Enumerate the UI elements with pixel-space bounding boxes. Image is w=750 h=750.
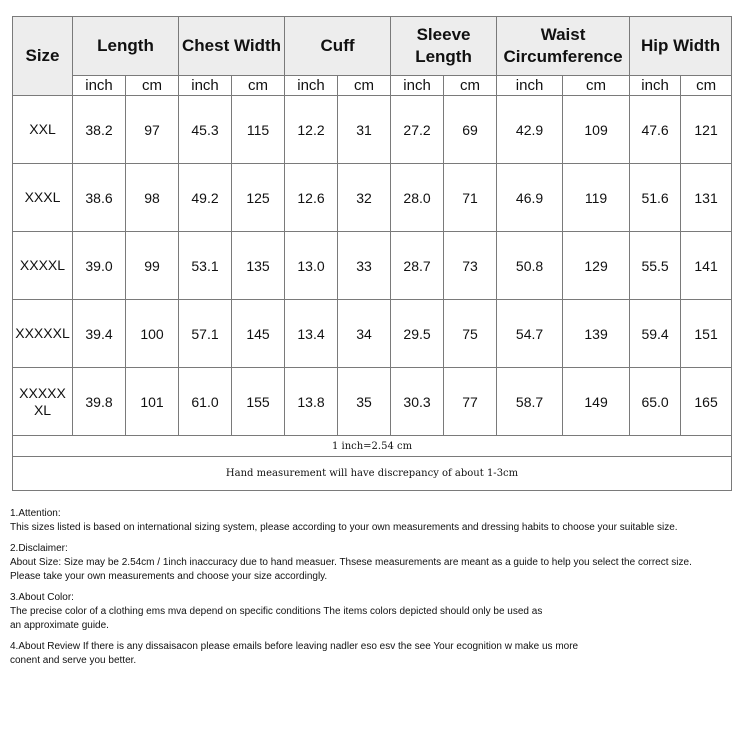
table-cell: 47.6 xyxy=(630,96,681,164)
notes-section xyxy=(10,507,745,675)
unit-cm: cm xyxy=(444,76,497,96)
table-cell: 39.0 xyxy=(73,232,126,300)
header-row xyxy=(13,17,732,76)
header-size: Size xyxy=(13,17,73,96)
conversion-row xyxy=(13,436,732,457)
table-cell: 38.2 xyxy=(73,96,126,164)
table-cell: 51.6 xyxy=(630,164,681,232)
note-line: This sizes listed is based on international sizing system, please according to your own measurements and dressing habits to choose your suitable size. xyxy=(10,522,678,533)
table-cell: 34 xyxy=(338,300,391,368)
unit-cm: cm xyxy=(232,76,285,96)
table-cell: 98 xyxy=(126,164,179,232)
note-line: 2.Disclaimer: xyxy=(10,543,68,554)
unit-inch: inch xyxy=(285,76,338,96)
table-cell: 125 xyxy=(232,164,285,232)
table-cell: 33 xyxy=(338,232,391,300)
table-cell: 121 xyxy=(681,96,732,164)
note-line: The precise color of a clothing ems mva depend on specific conditions The items colors depicted should only be used as xyxy=(10,606,543,617)
table-cell: 54.7 xyxy=(497,300,563,368)
size-label: XXXXXXL xyxy=(13,368,73,436)
note-color xyxy=(10,591,745,633)
table-cell: 61.0 xyxy=(179,368,232,436)
note-line: conent and serve you better. xyxy=(10,655,137,666)
table-cell: 31 xyxy=(338,96,391,164)
size-label: XXL xyxy=(13,96,73,164)
unit-inch: inch xyxy=(497,76,563,96)
conversion-note: 1 inch=2.54 cm xyxy=(13,436,732,457)
table-row xyxy=(13,164,732,232)
table-row xyxy=(13,368,732,436)
table-cell: 99 xyxy=(126,232,179,300)
table-body xyxy=(13,96,732,436)
table-cell: 13.4 xyxy=(285,300,338,368)
table-cell: 71 xyxy=(444,164,497,232)
note-line: Please take your own measurements and choose your size accordingly. xyxy=(10,571,328,582)
table-cell: 129 xyxy=(563,232,630,300)
note-line: About Size: Size may be 2.54cm / 1inch inaccuracy due to hand measuer. Thsese measurements are meant as a guide to help you select the correct size. xyxy=(10,557,692,568)
header-hip-width: Hip Width xyxy=(630,17,732,76)
table-cell: 139 xyxy=(563,300,630,368)
table-cell: 27.2 xyxy=(391,96,444,164)
table-row xyxy=(13,232,732,300)
table-cell: 42.9 xyxy=(497,96,563,164)
table-cell: 97 xyxy=(126,96,179,164)
header-cuff: Cuff xyxy=(285,17,391,76)
table-cell: 29.5 xyxy=(391,300,444,368)
table-cell: 73 xyxy=(444,232,497,300)
table-cell: 109 xyxy=(563,96,630,164)
unit-cm: cm xyxy=(126,76,179,96)
size-chart-table xyxy=(12,16,732,491)
table-cell: 149 xyxy=(563,368,630,436)
table-cell: 30.3 xyxy=(391,368,444,436)
table-cell: 145 xyxy=(232,300,285,368)
table-cell: 119 xyxy=(563,164,630,232)
table-row xyxy=(13,300,732,368)
note-line: 4.About Review If there is any dissaisacon please emails before leaving nadler eso esv the see Your ecognition w make us more xyxy=(10,641,579,652)
discrepancy-row xyxy=(13,457,732,491)
table-cell: 38.6 xyxy=(73,164,126,232)
table-cell: 12.2 xyxy=(285,96,338,164)
unit-inch: inch xyxy=(391,76,444,96)
unit-cm: cm xyxy=(563,76,630,96)
table-cell: 135 xyxy=(232,232,285,300)
discrepancy-note: Hand measurement will have discrepancy of about 1-3cm xyxy=(13,457,732,491)
table-cell: 13.0 xyxy=(285,232,338,300)
table-cell: 75 xyxy=(444,300,497,368)
table-cell: 32 xyxy=(338,164,391,232)
table-cell: 58.7 xyxy=(497,368,563,436)
header-sleeve-length: Sleeve Length xyxy=(391,17,497,76)
size-label: XXXXXL xyxy=(13,300,73,368)
table-cell: 35 xyxy=(338,368,391,436)
table-cell: 69 xyxy=(444,96,497,164)
table-cell: 12.6 xyxy=(285,164,338,232)
header-waist-circumference: Waist Circumference xyxy=(497,17,630,76)
table-cell: 46.9 xyxy=(497,164,563,232)
size-label: XXXXL xyxy=(13,232,73,300)
unit-cm: cm xyxy=(681,76,732,96)
table-cell: 39.4 xyxy=(73,300,126,368)
table-cell: 39.8 xyxy=(73,368,126,436)
note-review xyxy=(10,640,745,668)
table-cell: 131 xyxy=(681,164,732,232)
size-label: XXXL xyxy=(13,164,73,232)
table-cell: 28.7 xyxy=(391,232,444,300)
table-cell: 65.0 xyxy=(630,368,681,436)
table-cell: 55.5 xyxy=(630,232,681,300)
header-length: Length xyxy=(73,17,179,76)
table-cell: 53.1 xyxy=(179,232,232,300)
unit-row xyxy=(13,76,732,96)
table-cell: 28.0 xyxy=(391,164,444,232)
table-cell: 49.2 xyxy=(179,164,232,232)
unit-cm: cm xyxy=(338,76,391,96)
table-cell: 57.1 xyxy=(179,300,232,368)
note-line: 1.Attention: xyxy=(10,508,61,519)
table-cell: 151 xyxy=(681,300,732,368)
table-cell: 45.3 xyxy=(179,96,232,164)
table-row xyxy=(13,96,732,164)
table-cell: 59.4 xyxy=(630,300,681,368)
unit-inch: inch xyxy=(73,76,126,96)
table-cell: 77 xyxy=(444,368,497,436)
header-chest-width: Chest Width xyxy=(179,17,285,76)
table-cell: 100 xyxy=(126,300,179,368)
table-cell: 141 xyxy=(681,232,732,300)
note-line: an approximate guide. xyxy=(10,620,109,631)
note-attention xyxy=(10,507,745,535)
table-cell: 50.8 xyxy=(497,232,563,300)
note-line: 3.About Color: xyxy=(10,592,74,603)
table-cell: 155 xyxy=(232,368,285,436)
table-cell: 101 xyxy=(126,368,179,436)
note-disclaimer xyxy=(10,542,745,584)
table-cell: 13.8 xyxy=(285,368,338,436)
unit-inch: inch xyxy=(630,76,681,96)
unit-inch: inch xyxy=(179,76,232,96)
table-cell: 165 xyxy=(681,368,732,436)
table-cell: 115 xyxy=(232,96,285,164)
